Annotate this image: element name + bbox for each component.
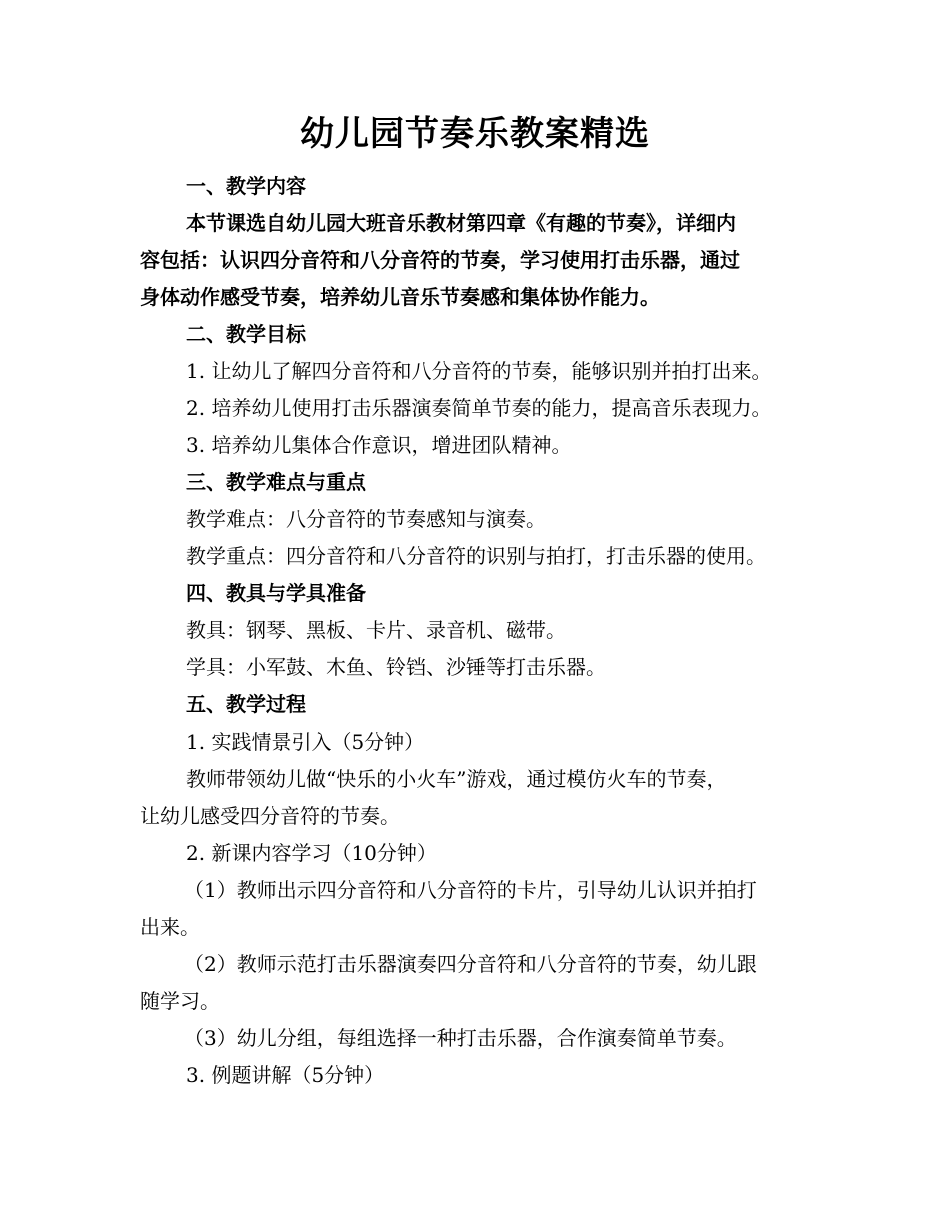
- process-step-2-line-4: 随学习。: [140, 989, 220, 1013]
- goal-item-1: 1. 让幼儿了解四分音符和八分音符的节奏，能够识别并拍打出来。: [186, 359, 772, 383]
- process-step-2-line-5: （3）幼儿分组，每组选择一种打击乐器，合作演奏简单节奏。: [184, 1026, 737, 1050]
- content-line-3: 身体动作感受节奏，培养幼儿音乐节奏感和集体协作能力。: [140, 285, 660, 309]
- section-heading-process: 五、教学过程: [186, 692, 306, 716]
- goal-item-2: 2. 培养幼儿使用打击乐器演奏简单节奏的能力，提高音乐表现力。: [186, 396, 772, 420]
- section-heading-content: 一、教学内容: [186, 174, 306, 198]
- process-step-1-line-1: 教师带领幼儿做“快乐的小火车”游戏，通过模仿火车的节奏，: [186, 767, 727, 791]
- process-step-2-line-3: （2）教师示范打击乐器演奏四分音符和八分音符的节奏，幼儿跟: [184, 952, 757, 976]
- process-step-3: 3. 例题讲解（5分钟）: [186, 1063, 385, 1087]
- materials-item-2: 学具：小军鼓、木鱼、铃铛、沙锤等打击乐器。: [186, 655, 606, 679]
- difficulty-item-2: 教学重点：四分音符和八分音符的识别与拍打，打击乐器的使用。: [186, 544, 766, 568]
- section-heading-goals: 二、教学目标: [186, 322, 306, 346]
- process-step-1-line-2: 让幼儿感受四分音符的节奏。: [140, 804, 400, 828]
- process-step-2-line-2: 出来。: [140, 915, 200, 939]
- process-step-2: 2. 新课内容学习（10分钟）: [186, 841, 437, 865]
- materials-item-1: 教具：钢琴、黑板、卡片、录音机、磁带。: [186, 618, 566, 642]
- section-heading-difficulty: 三、教学难点与重点: [186, 470, 366, 494]
- difficulty-item-1: 教学难点：八分音符的节奏感知与演奏。: [186, 507, 546, 531]
- section-heading-materials: 四、教具与学具准备: [186, 581, 366, 605]
- process-step-2-line-1: （1）教师出示四分音符和八分音符的卡片，引导幼儿认识并拍打: [184, 878, 757, 902]
- content-line-1: 本节课选自幼儿园大班音乐教材第四章《有趣的节奏》，详细内: [186, 211, 736, 235]
- document-title: 幼儿园节奏乐教案精选: [300, 114, 650, 154]
- content-line-2: 容包括：认识四分音符和八分音符的节奏，学习使用打击乐器，通过: [140, 248, 740, 272]
- process-step-1: 1. 实践情景引入（5分钟）: [186, 730, 425, 754]
- goal-item-3: 3. 培养幼儿集体合作意识，增进团队精神。: [186, 433, 572, 457]
